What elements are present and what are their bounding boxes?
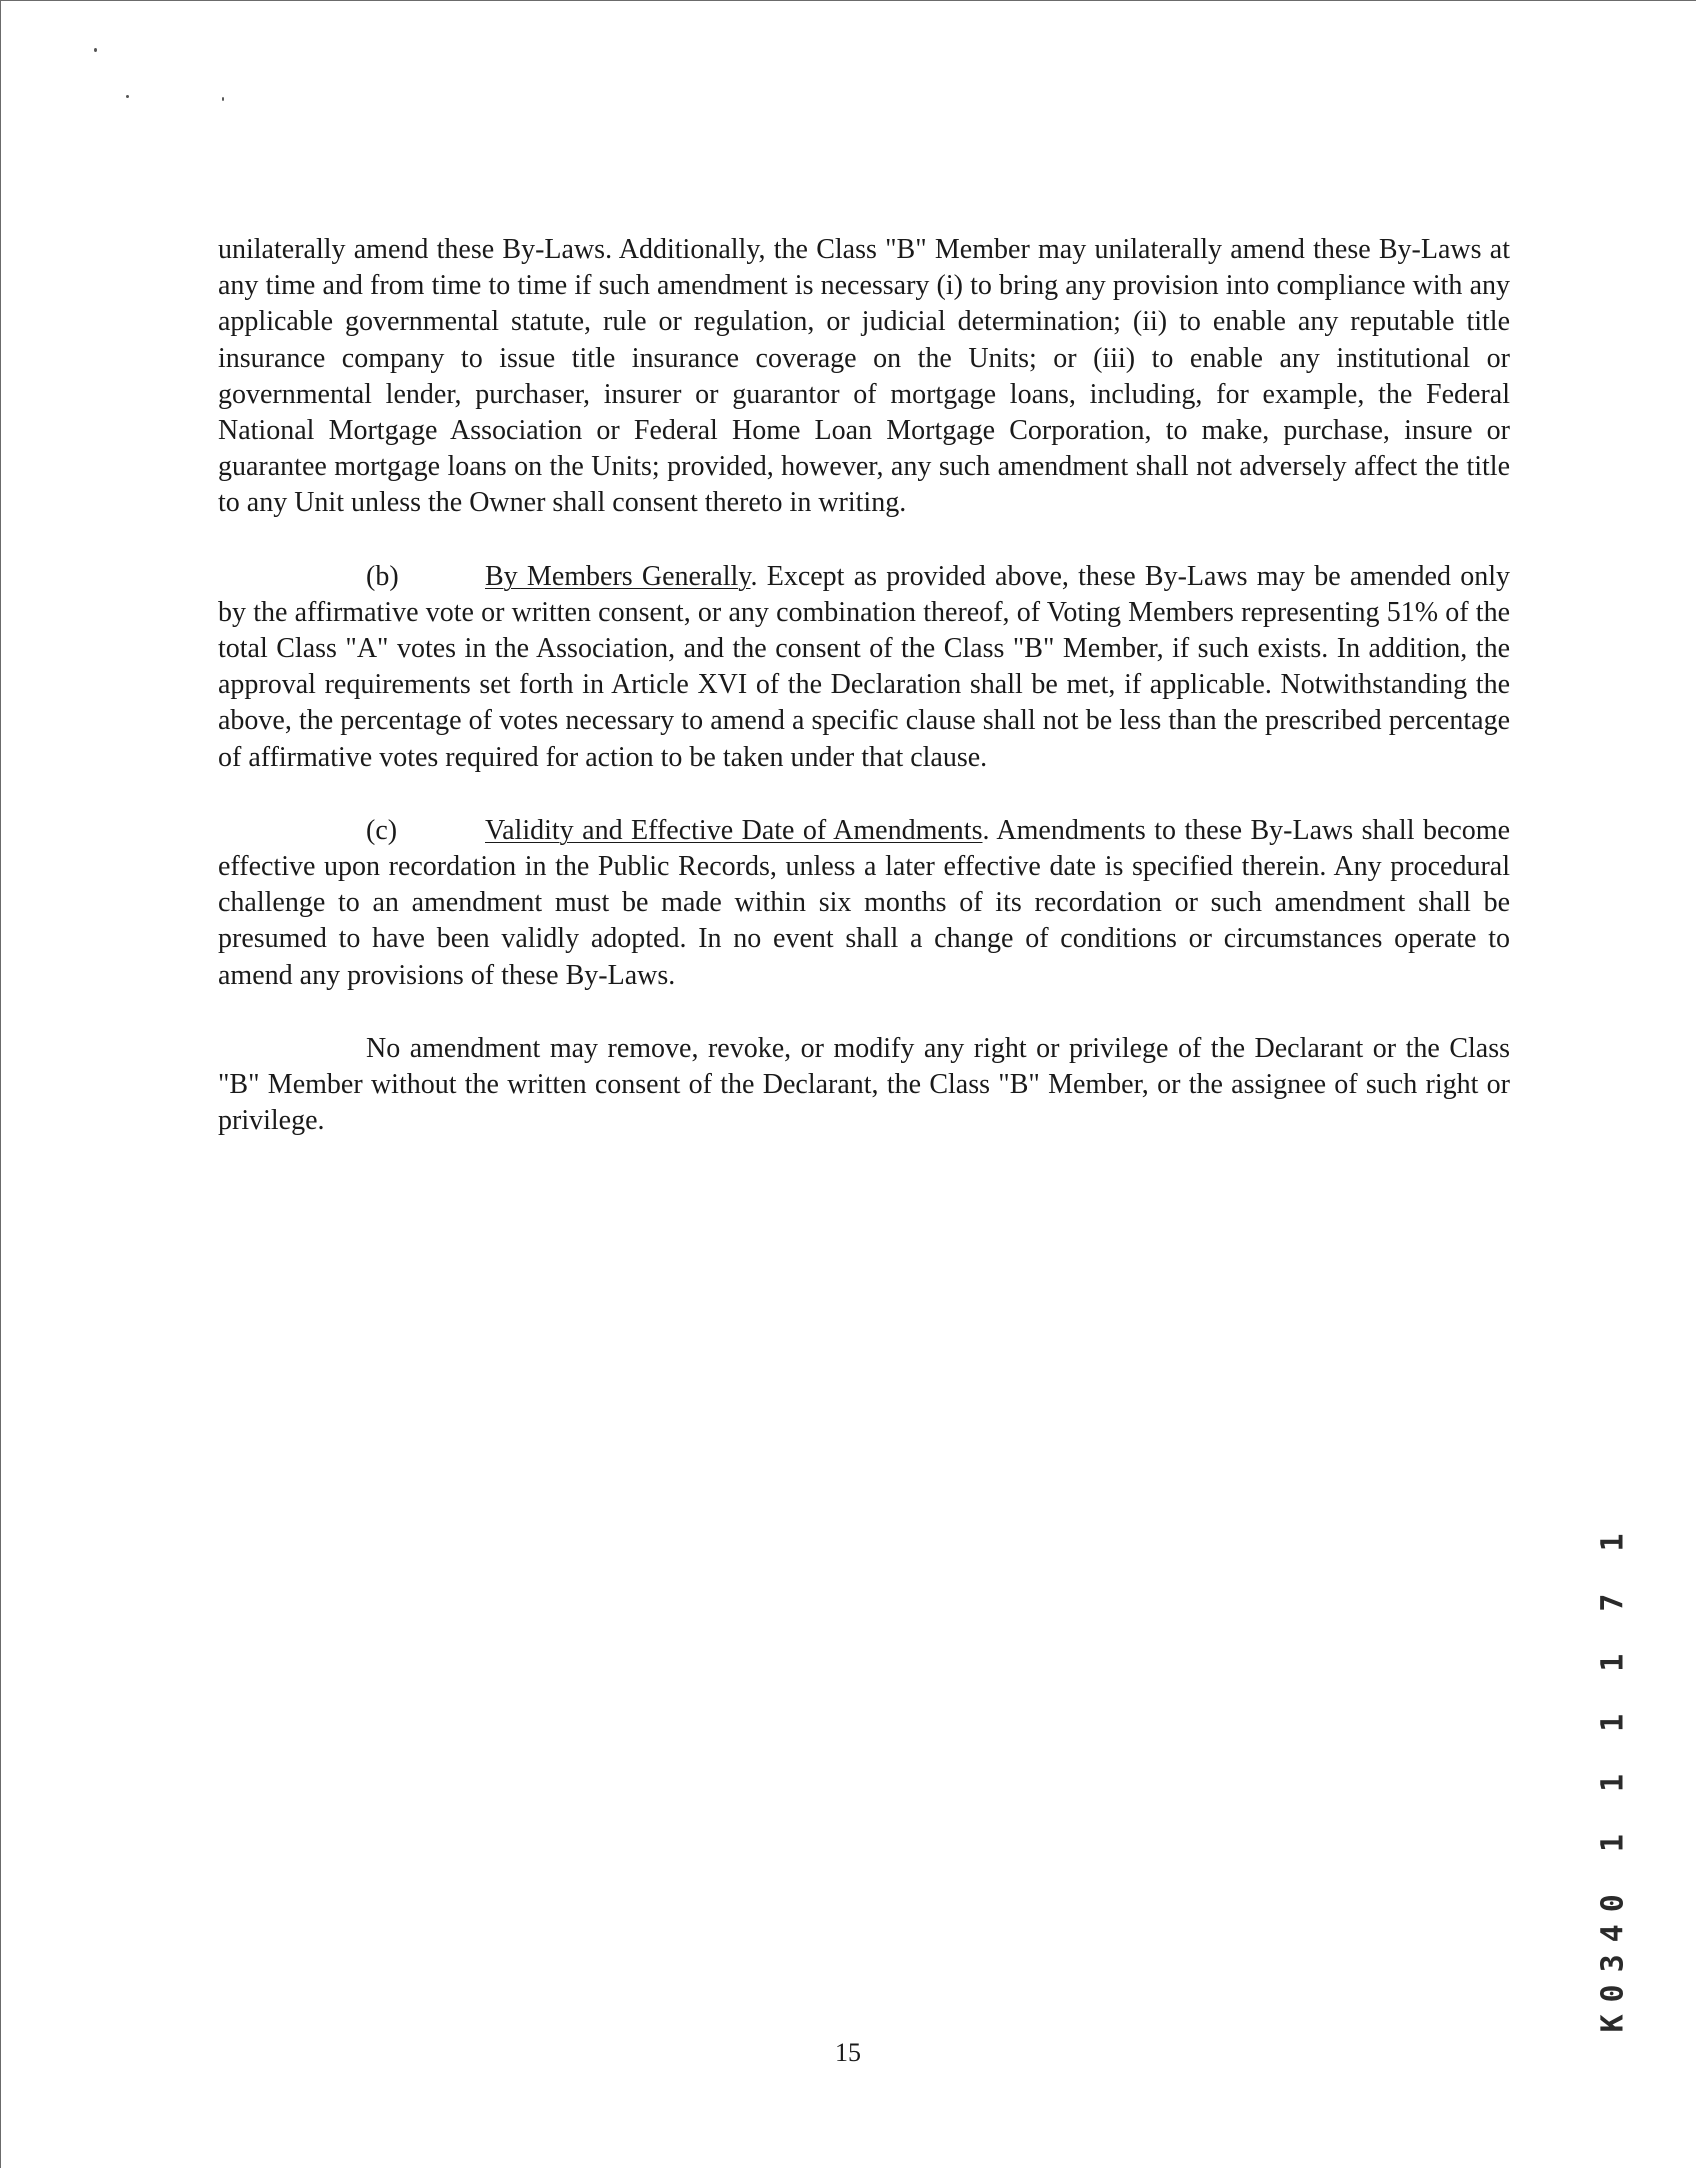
document-body	[218, 232, 1510, 1176]
side-recording-stamp	[1558, 1521, 1668, 2033]
paragraph-b	[218, 559, 1510, 776]
paragraph-c	[218, 813, 1510, 994]
paragraph-text: No amendment may remove, revoke, or modify any right or privilege of the Declarant or the Class "B" Member without the written consent of the Declarant, the Class "B" Member, or the assignee of such right or privilege.	[218, 1032, 1510, 1137]
subsection-heading: By Members Generally	[485, 560, 751, 592]
paragraph-final	[218, 1031, 1510, 1140]
side-stamp-text: K0340 1 1 1 1 7 1	[1595, 1521, 1631, 2033]
page-number: 15	[835, 2038, 861, 2067]
subsection-heading: Validity and Effective Date of Amendments	[485, 814, 983, 846]
subsection-label: (b)	[366, 560, 399, 592]
subsection-label: (c)	[366, 814, 398, 846]
paragraph-text: . Except as provided above, these By-Laws may be amended only by the affirmative vote or written consent, or any combination thereof, of Voting Members representing 51% of the total Class "A" votes in the Association, and the consent of the Class "B" Member, if such exists. In addition, the approval requirements set forth in Article XVI of the Declaration shall be met, if applicable. Notwithstanding the above, the percentage of votes necessary to amend a specific clause shall not be less than the prescribed percentage of affirmative votes required for action to be taken under that clause.	[218, 560, 1510, 773]
paragraph-text: unilaterally amend these By-Laws. Additionally, the Class "B" Member may unilaterally amend these By-Laws at any time and from time to time if such amendment is necessary (i) to bring any provision into compliance with any applicable governmental statute, rule or regulation, or judicial determination; (ii) to enable any reputable title insurance company to issue title insurance coverage on the Units; or (iii) to enable any institutional or governmental lender, purchaser, insurer or guarantor of mortgage loans, including, for example, the Federal National Mortgage Association or Federal Home Loan Mortgage Corporation, to make, purchase, insure or guarantee mortgage loans on the Units; provided, however, any such amendment shall not adversely affect the title to any Unit unless the Owner shall consent thereto in writing.	[218, 234, 1510, 519]
paragraph-text: . Amendments to these By-Laws shall become effective upon recordation in the Public Records, unless a later effective date is specified therein. Any procedural challenge to an amendment must be made within six months of its recordation or such amendment shall be presumed to have been validly adopted. In no event shall a change of conditions or circumstances operate to amend any provisions of these By-Laws.	[218, 814, 1511, 991]
paragraph-continuation	[218, 232, 1510, 522]
